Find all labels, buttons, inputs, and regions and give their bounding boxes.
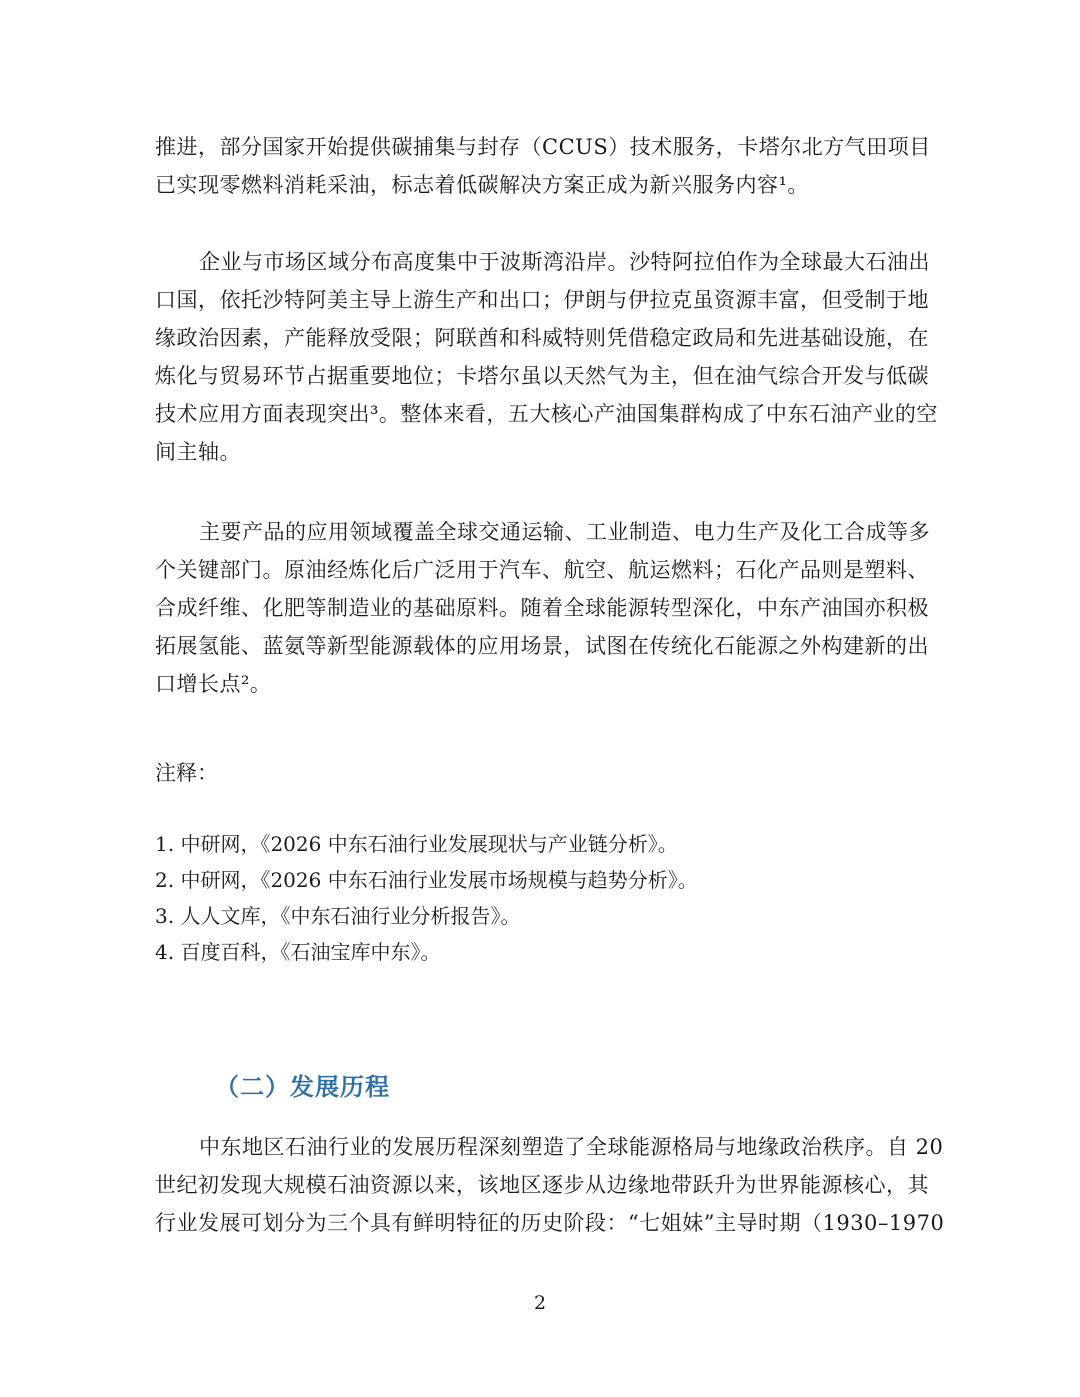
- paragraph-line: 中东地区石油行业的发展历程深刻塑造了全球能源格局与地缘政治秩序。自 20: [199, 1135, 944, 1159]
- note-item: 3. 人人文库，《中东石油行业分析报告》。: [155, 904, 521, 928]
- section-heading: （二）发展历程: [215, 1072, 390, 1101]
- paragraph-applications: [155, 513, 930, 703]
- note-item: 4. 百度百科，《石油宝库中东》。: [155, 940, 441, 964]
- paragraph-line: 炼化与贸易环节占据重要地位；卡塔尔虽以天然气为主，但在油气综合开发与低碳: [155, 364, 929, 388]
- paragraph-line: 个关键部门。原油经炼化后广泛用于汽车、航空、航运燃料；石化产品则是塑料、: [155, 558, 929, 582]
- paragraph-line: 口增长点²。: [155, 672, 272, 696]
- paragraph-line: 已实现零燃料消耗采油，标志着低碳解决方案正成为新兴服务内容¹。: [155, 173, 809, 197]
- paragraph-line: 间主轴。: [155, 440, 241, 464]
- paragraph-line: 推进，部分国家开始提供碳捕集与封存（CCUS）技术服务，卡塔尔北方气田项目: [155, 135, 931, 159]
- note-item: 2. 中研网，《2026 中东石油行业发展市场规模与趋势分析》。: [155, 868, 698, 892]
- notes-title: 注释：: [155, 761, 218, 785]
- paragraph-ccus: [155, 128, 931, 204]
- paragraph-line: 世纪初发现大规模石油资源以来，该地区逐步从边缘地带跃升为世界能源核心，其: [155, 1173, 929, 1197]
- paragraph-line: 口国，依托沙特阿美主导上游生产和出口；伊朗与伊拉克虽资源丰富，但受制于地: [155, 288, 929, 312]
- paragraph-line: 缘政治因素，产能释放受限；阿联酋和科威特则凭借稳定政局和先进基础设施，在: [155, 326, 929, 350]
- paragraph-line: 主要产品的应用领域覆盖全球交通运输、工业制造、电力生产及化工合成等多: [199, 520, 930, 544]
- paragraph-line: 拓展氢能、蓝氨等新型能源载体的应用场景，试图在传统化石能源之外构建新的出: [155, 634, 929, 658]
- paragraph-line: 行业发展可划分为三个具有鲜明特征的历史阶段：“七姐妹”主导时期（1930–1970: [155, 1211, 945, 1235]
- paragraph-history: [155, 1128, 945, 1242]
- paragraph-line: 企业与市场区域分布高度集中于波斯湾沿岸。沙特阿拉伯作为全球最大石油出: [199, 250, 930, 274]
- note-item: 1. 中研网，《2026 中东石油行业发展现状与产业链分析》。: [155, 832, 678, 856]
- paragraph-line: 合成纤维、化肥等制造业的基础原料。随着全球能源转型深化，中东产油国亦积极: [155, 596, 929, 620]
- paragraph-line: 技术应用方面表现突出³。整体来看，五大核心产油国集群构成了中东石油产业的空: [155, 402, 938, 426]
- page-number: 2: [533, 1292, 547, 1314]
- notes-list: [155, 826, 698, 970]
- paragraph-market-distribution: [155, 243, 938, 471]
